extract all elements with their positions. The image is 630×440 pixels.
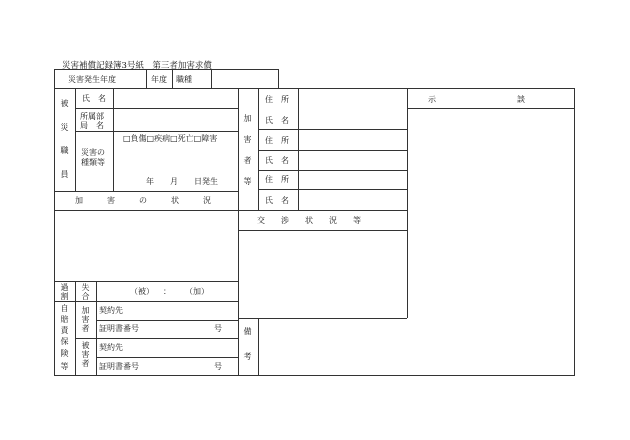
insurance-assailant-label-3: 者 xyxy=(81,324,90,333)
fault-ratio-label-1: 過 xyxy=(60,283,69,292)
insurance-victim-label-2: 害 xyxy=(81,350,90,359)
divider xyxy=(238,210,407,211)
fault-ratio-separator: ： xyxy=(163,287,171,296)
divider xyxy=(75,338,238,339)
divider xyxy=(96,301,97,376)
divider xyxy=(211,70,212,88)
dept-label-line2: 局 名 xyxy=(80,121,104,130)
assailant-section-label-4: 等 xyxy=(243,177,252,186)
divider xyxy=(258,318,259,376)
insurance-label-1: 自 xyxy=(60,304,69,313)
assailant-name-label-2: 氏 名 xyxy=(265,156,289,165)
disaster-type-checkboxes[interactable]: □負傷□疾病□死亡□障害 xyxy=(123,134,218,143)
negotiation-field[interactable] xyxy=(240,233,404,315)
divider xyxy=(172,70,173,88)
job-type-label: 職種 xyxy=(176,75,192,84)
victim-section-label-2: 災 xyxy=(60,123,69,132)
divider xyxy=(75,131,238,132)
victim-name-label: 氏 名 xyxy=(82,94,106,103)
assailant-section-label-2: 害 xyxy=(243,135,252,144)
divider xyxy=(238,318,407,319)
insurance-label-2: 賠 xyxy=(60,315,69,324)
occurrence-date: 年 月 日発生 xyxy=(146,177,218,186)
divider xyxy=(96,320,238,321)
divider xyxy=(54,301,238,302)
fault-ratio-label-4: 合 xyxy=(81,292,90,301)
divider xyxy=(258,150,407,151)
divider xyxy=(258,129,407,130)
divider xyxy=(75,301,76,376)
insurance-victim-label-1: 被 xyxy=(81,341,90,350)
instruction-header-left: 示 xyxy=(428,95,436,104)
assailant-name-label-3: 氏 名 xyxy=(265,196,289,205)
year-label: 年度 xyxy=(151,75,167,84)
insurance-assailant-label-1: 加 xyxy=(81,306,90,315)
divider xyxy=(238,88,239,376)
assailant-address-label-3: 住 所 xyxy=(265,175,289,184)
disaster-type-label-line2: 種類等 xyxy=(81,158,105,167)
divider xyxy=(258,170,407,171)
fault-ratio-assailant[interactable]: （加） xyxy=(185,287,209,296)
divider xyxy=(54,210,238,211)
divider xyxy=(75,88,76,191)
divider xyxy=(238,230,407,231)
disaster-type-label-line1: 災害の xyxy=(81,148,105,157)
divider xyxy=(75,281,76,301)
victim-contract-label: 契約先 xyxy=(99,343,123,352)
assailant-contract-label: 契約先 xyxy=(99,306,123,315)
divider xyxy=(258,88,259,210)
victim-name-field[interactable] xyxy=(115,94,235,107)
insurance-label-6: 等 xyxy=(60,362,69,371)
fault-ratio-label-3: 失 xyxy=(81,283,90,292)
fault-ratio-label-2: 割 xyxy=(60,292,69,301)
assailant-certificate-label: 証明書番号 xyxy=(99,324,139,333)
victim-section-label-3: 職 xyxy=(60,146,69,155)
divider xyxy=(407,88,408,318)
victim-section-label-1: 被 xyxy=(60,99,69,108)
insurance-assailant-label-2: 害 xyxy=(81,315,90,324)
assailant-address-label-1: 住 所 xyxy=(265,95,289,104)
assailant-section-label-1: 加 xyxy=(243,114,252,123)
remarks-label-2: 考 xyxy=(243,352,252,361)
damage-status-header: 加 害 の 状 況 xyxy=(75,196,211,205)
negotiation-header: 交 渉 状 況 等 xyxy=(257,216,361,225)
remarks-label-1: 備 xyxy=(243,327,252,336)
occurrence-year-label: 災害発生年度 xyxy=(68,75,116,84)
assailant-section-label-3: 者 xyxy=(243,156,252,165)
victim-section-label-4: 員 xyxy=(60,170,69,179)
divider xyxy=(113,88,114,191)
instruction-field[interactable] xyxy=(410,111,572,315)
dept-field[interactable] xyxy=(115,112,235,129)
divider xyxy=(96,281,97,301)
victim-certificate-suffix: 号 xyxy=(214,362,222,371)
header-row xyxy=(54,69,279,88)
divider xyxy=(96,357,238,358)
divider xyxy=(54,191,238,192)
remarks-field[interactable] xyxy=(261,321,573,373)
damage-status-field[interactable] xyxy=(56,213,236,279)
instruction-header-right: 談 xyxy=(517,95,525,104)
insurance-label-3: 責 xyxy=(60,326,69,335)
dept-label-line1: 所属部 xyxy=(80,112,104,121)
divider xyxy=(146,70,147,88)
insurance-victim-label-3: 者 xyxy=(81,359,90,368)
divider xyxy=(75,108,238,109)
assailant-name-label-1: 氏 名 xyxy=(265,116,289,125)
divider xyxy=(298,88,299,210)
assailant-certificate-suffix: 号 xyxy=(214,324,222,333)
insurance-label-5: 険 xyxy=(60,349,69,358)
divider xyxy=(407,108,575,109)
divider xyxy=(258,189,407,190)
assailant-address-label-2: 住 所 xyxy=(265,136,289,145)
divider xyxy=(54,281,238,282)
fault-ratio-victim[interactable]: （被） xyxy=(130,287,154,296)
victim-certificate-label: 証明書番号 xyxy=(99,362,139,371)
form-title: 災害補償記録簿3号紙 第三者加害求償 xyxy=(62,61,212,71)
insurance-label-4: 保 xyxy=(60,337,69,346)
